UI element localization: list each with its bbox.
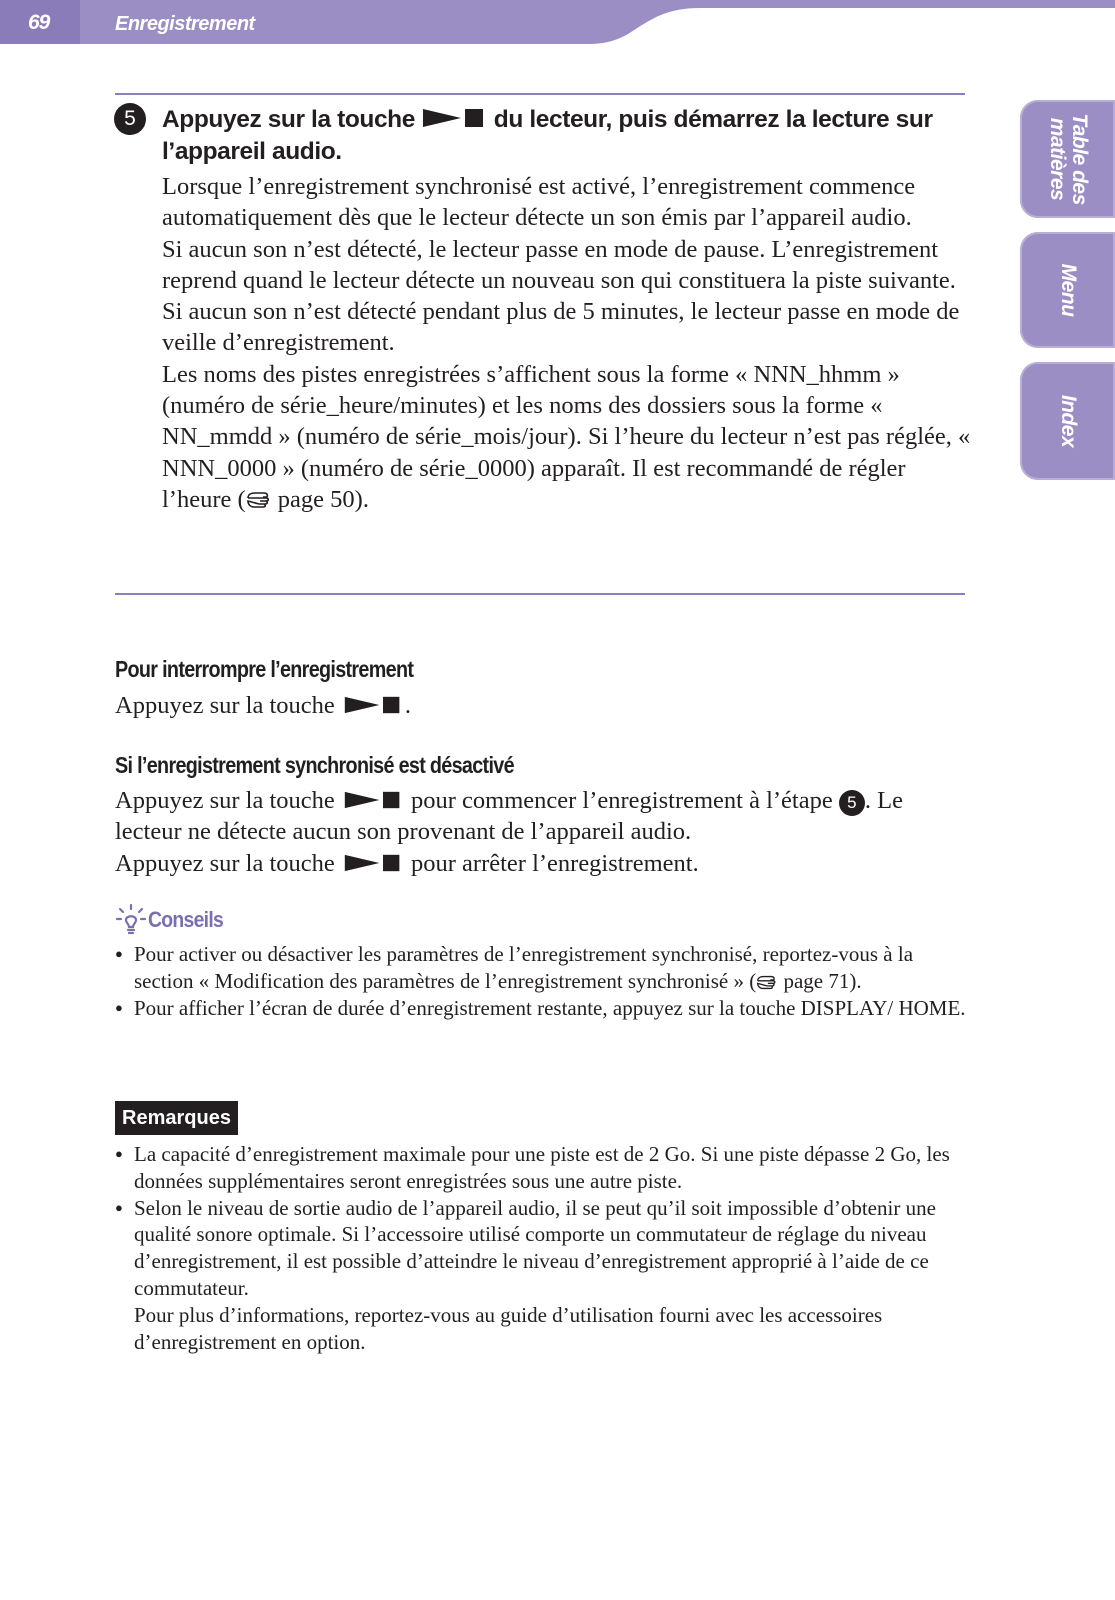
step-number-inline: 5 — [839, 790, 865, 816]
lightbulb-icon — [115, 903, 147, 937]
step-paragraph: Si aucun son n’est détecté pendant plus de 5 minutes, le lecteur passe en mode de veille d’enregistrement. — [162, 298, 960, 357]
step-number-badge: 5 — [114, 103, 146, 135]
page-71-link[interactable]: page 71 — [778, 968, 850, 993]
tab-table-of-contents[interactable] — [1020, 100, 1115, 218]
play-stop-icon — [341, 695, 405, 715]
step-paragraph: Si aucun son n’est détecté, le lecteur passe en mode de pause. L’enregistrement reprend quand le lecteur détecte un nouveau son qui constituera la piste suivante. — [162, 235, 956, 294]
page-header — [0, 0, 1115, 46]
page-reference-icon — [756, 974, 778, 991]
top-divider — [115, 93, 965, 95]
stop-recording-heading: Pour interrompre l’enregistrement — [115, 656, 414, 682]
list-item: ● Selon le niveau de sortie audio de l’appareil audio, il se peut qu’il soit impossible d’obtenir une qualité sonore optimale. Si l’accessoire utilisé comporte un commutateur de réglage du niveau d’enregistrement, il est possible d’atteindre le niveau d’enregistrement approprié à l’aide de ce commutateur. Pour plus d’informations, reportez-vous au guide d’utilisation fourni avec les accessoires d’enregistrement en option. — [115, 1195, 975, 1356]
tab-index-label: Index — [1056, 394, 1080, 448]
tips-list — [115, 941, 975, 1021]
play-stop-icon — [341, 853, 405, 873]
step-heading: Appuyez sur la touche du lecteur, puis démarrez la lecture sur l’appareil audio. — [162, 106, 933, 165]
play-stop-icon — [341, 790, 405, 810]
tab-table-of-contents-label: Table des matières — [1045, 113, 1091, 205]
page-number: 69 — [28, 11, 50, 34]
section-title: Enregistrement — [115, 13, 255, 35]
sync-disabled-text: Appuyez sur la touche pour commencer l’enregistrement à l’étape 5 . Le lecteur ne détecte aucun son provenant de l’appareil audio. Appuyez sur la touche pour arrêter l’enregistrement. — [115, 787, 903, 877]
sync-disabled-heading: Si l’enregistrement synchronisé est désactivé — [115, 752, 514, 778]
bottom-divider — [115, 593, 965, 595]
notes-badge: Remarques — [115, 1101, 238, 1135]
tips-header — [115, 903, 233, 937]
page-reference-icon — [246, 490, 272, 510]
tab-menu-label: Menu — [1056, 263, 1080, 317]
list-item: ● Pour activer ou désactiver les paramètres de l’enregistrement synchronisé, reportez-vous à la section « Modification des paramètres de l’enregistrement synchronisé » ( page 71). — [115, 941, 975, 995]
play-stop-icon — [421, 107, 487, 129]
step-body — [162, 171, 977, 515]
tab-index[interactable] — [1020, 362, 1115, 480]
tab-menu[interactable] — [1020, 232, 1115, 348]
page-50-link[interactable]: page 50 — [271, 485, 355, 513]
list-item: ● La capacité d’enregistrement maximale pour une piste est de 2 Go. Si une piste dépasse 2 Go, les données supplémentaires seront enregistrées sous une autre piste. — [115, 1141, 975, 1195]
tips-label: Conseils — [148, 907, 224, 932]
stop-recording-text: Appuyez sur la touche . — [115, 692, 411, 719]
notes-list — [115, 1141, 975, 1355]
step-paragraph: Les noms des pistes enregistrées s’affichent sous la forme « NNN_hhmm » (numéro de série_heure/minutes) et les noms des dossiers sous la forme « NN_mmdd » (numéro de série_mois/jour). Si l’heure du lecteur n’est pas réglée, « NNN_0000 » (numéro de série_0000) apparaît. Il est recommandé de régler l’heure ( page 50). — [162, 360, 971, 513]
list-item: ● Pour afficher l’écran de durée d’enregistrement restante, appuyez sur la touche DISPLAY/ HOME. — [115, 995, 975, 1022]
step-paragraph: Lorsque l’enregistrement synchronisé est activé, l’enregistrement commence automatiquement dès que le lecteur détecte un son émis par l’appareil audio. — [162, 173, 916, 232]
